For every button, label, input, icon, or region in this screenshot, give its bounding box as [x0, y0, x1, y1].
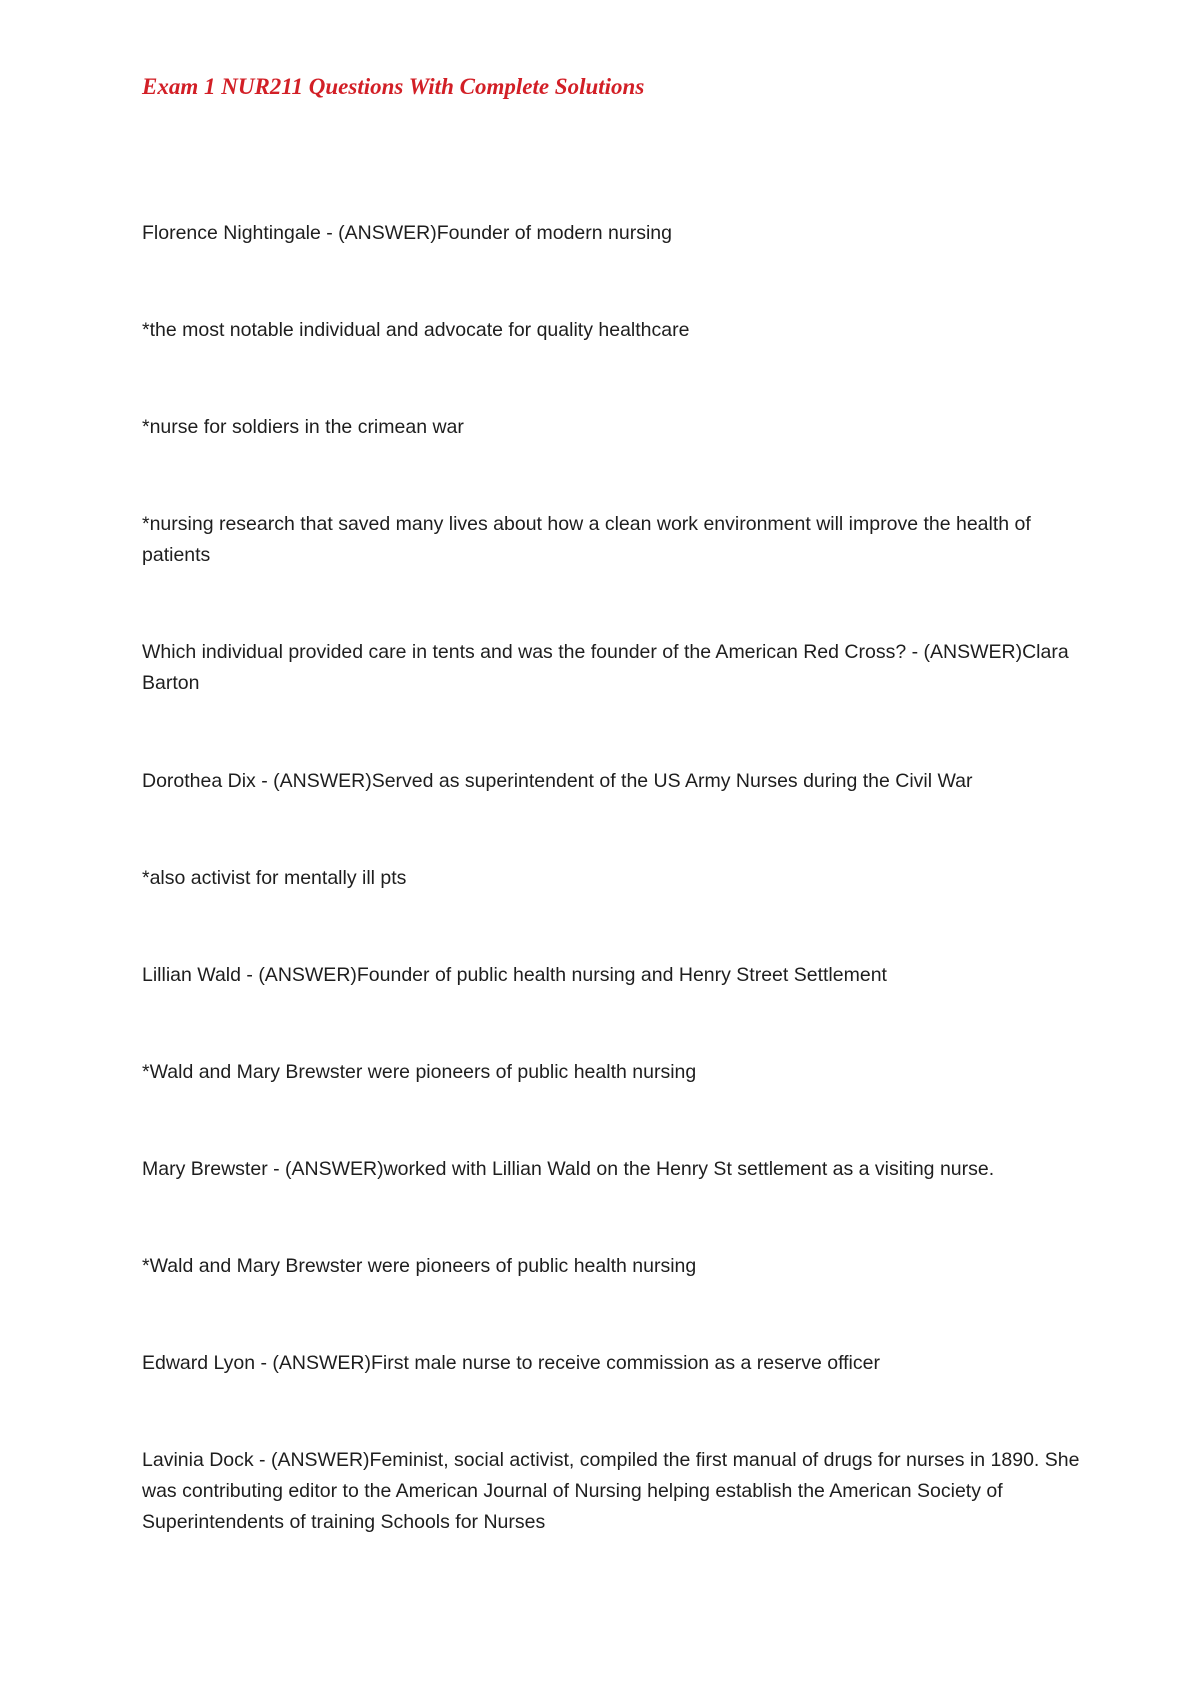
note-wald-brewster-pioneers: *Wald and Mary Brewster were pioneers of public health nursing: [142, 1061, 697, 1083]
qa-entry-lillian-wald: Lillian Wald - (ANSWER)Founder of public health nursing and Henry Street Settlement: [142, 964, 887, 986]
qa-entry-edward-lyon: Edward Lyon - (ANSWER)First male nurse to receive commission as a reserve officer: [142, 1352, 880, 1374]
note-crimean-war: *nurse for soldiers in the crimean war: [142, 416, 464, 438]
qa-entry-dorothea-dix: Dorothea Dix - (ANSWER)Served as superintendent of the US Army Nurses during the Civil War: [142, 770, 973, 792]
note-notable-advocate: *the most notable individual and advocate for quality healthcare: [142, 319, 690, 341]
document-title: Exam 1 NUR211 Questions With Complete Solutions: [142, 74, 645, 99]
qa-entry-clara-barton: Which individual provided care in tents and was the founder of the American Red Cross? - (ANSWER)Clara Barton: [142, 641, 1069, 694]
qa-entry-florence-nightingale: Florence Nightingale - (ANSWER)Founder of modern nursing: [142, 222, 672, 244]
note-nursing-research: *nursing research that saved many lives about how a clean work environment will improve the health of patients: [142, 513, 1031, 566]
note-mentally-ill-activist: *also activist for mentally ill pts: [142, 867, 407, 889]
note-wald-brewster-pioneers-repeat: *Wald and Mary Brewster were pioneers of public health nursing: [142, 1255, 697, 1277]
qa-entry-lavinia-dock: Lavinia Dock - (ANSWER)Feminist, social activist, compiled the first manual of drugs for nurses in 1890. She was contributing editor to the American Journal of Nursing helping establish the American Society of Superintendents of training Schools for Nurses: [142, 1449, 1080, 1533]
qa-entry-mary-brewster: Mary Brewster - (ANSWER)worked with Lillian Wald on the Henry St settlement as a visiting nurse.: [142, 1158, 995, 1180]
